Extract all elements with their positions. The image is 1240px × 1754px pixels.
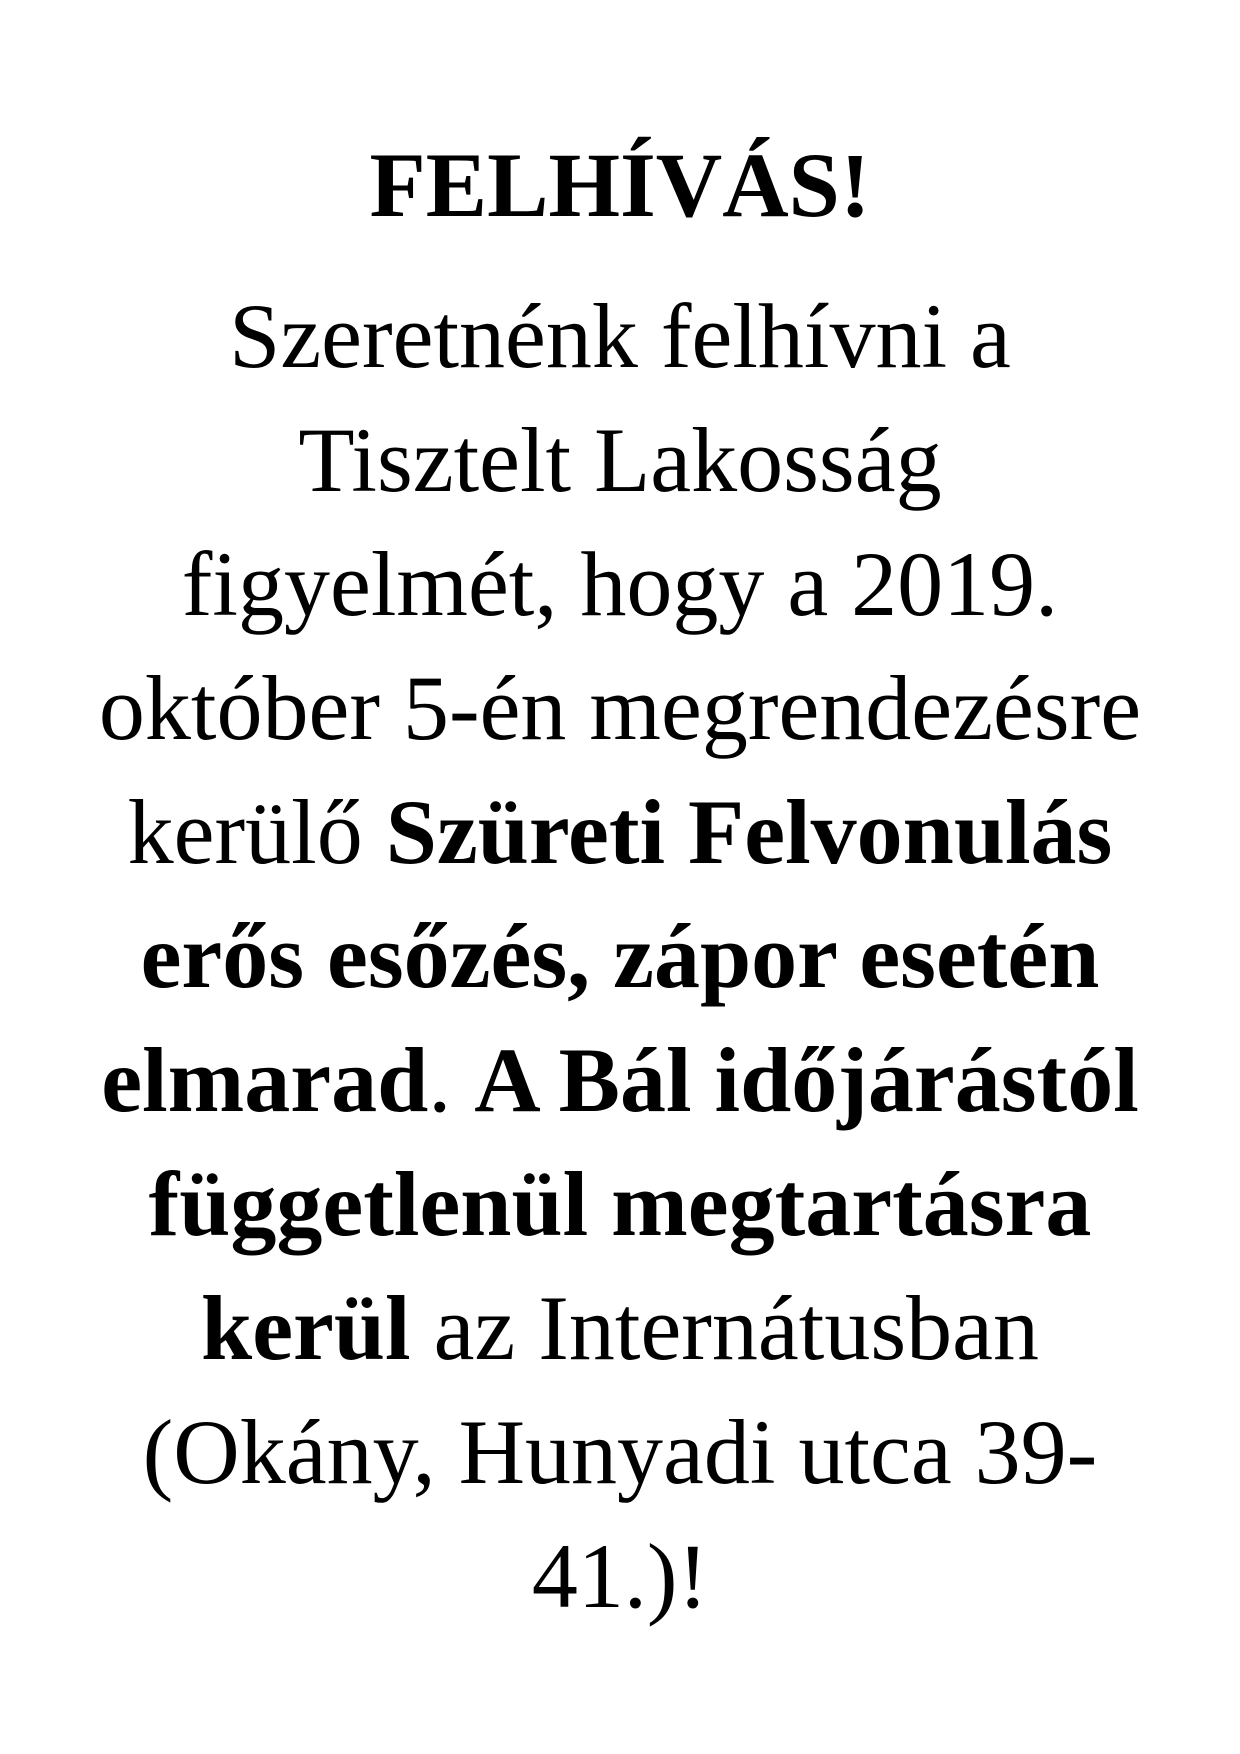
notice-line bbox=[0, 398, 1240, 522]
bold-text-segment: Szüreti Felvonulás bbox=[385, 781, 1113, 883]
bold-text-segment: függetlenül megtartásra bbox=[148, 1153, 1092, 1255]
text-segment: az Internátusban bbox=[410, 1277, 1039, 1379]
text-segment: figyelmét, hogy a 2019. bbox=[181, 533, 1059, 635]
notice-line bbox=[0, 894, 1240, 1018]
text-segment: Szeretnénk felhívni a bbox=[229, 285, 1011, 387]
notice-line bbox=[0, 1266, 1240, 1390]
text-segment: Tisztelt Lakosság bbox=[298, 409, 942, 511]
bold-text-segment: kerül bbox=[201, 1277, 411, 1379]
notice-body bbox=[0, 274, 1240, 1638]
notice-line bbox=[0, 1514, 1240, 1638]
text-segment: . bbox=[428, 1029, 475, 1131]
bold-text-segment: elmarad bbox=[101, 1029, 429, 1131]
notice-line bbox=[0, 1142, 1240, 1266]
text-segment: 41.)! bbox=[531, 1525, 709, 1627]
text-segment: (Okány, Hunyadi utca 39- bbox=[142, 1401, 1098, 1503]
notice-line bbox=[0, 1018, 1240, 1142]
notice-line bbox=[0, 646, 1240, 770]
notice-title: FELHÍVÁS! bbox=[369, 134, 871, 236]
notice-line bbox=[0, 1390, 1240, 1514]
bold-text-segment: erős esőzés, zápor esetén bbox=[140, 905, 1100, 1007]
text-segment: kerülő bbox=[127, 781, 386, 883]
notice-document bbox=[0, 123, 1240, 1638]
notice-line bbox=[0, 770, 1240, 894]
text-segment: október 5-én megrendezésre bbox=[98, 657, 1142, 759]
bold-text-segment: A Bál időjárástól bbox=[474, 1029, 1139, 1131]
notice-line bbox=[0, 522, 1240, 646]
notice-line bbox=[0, 274, 1240, 398]
